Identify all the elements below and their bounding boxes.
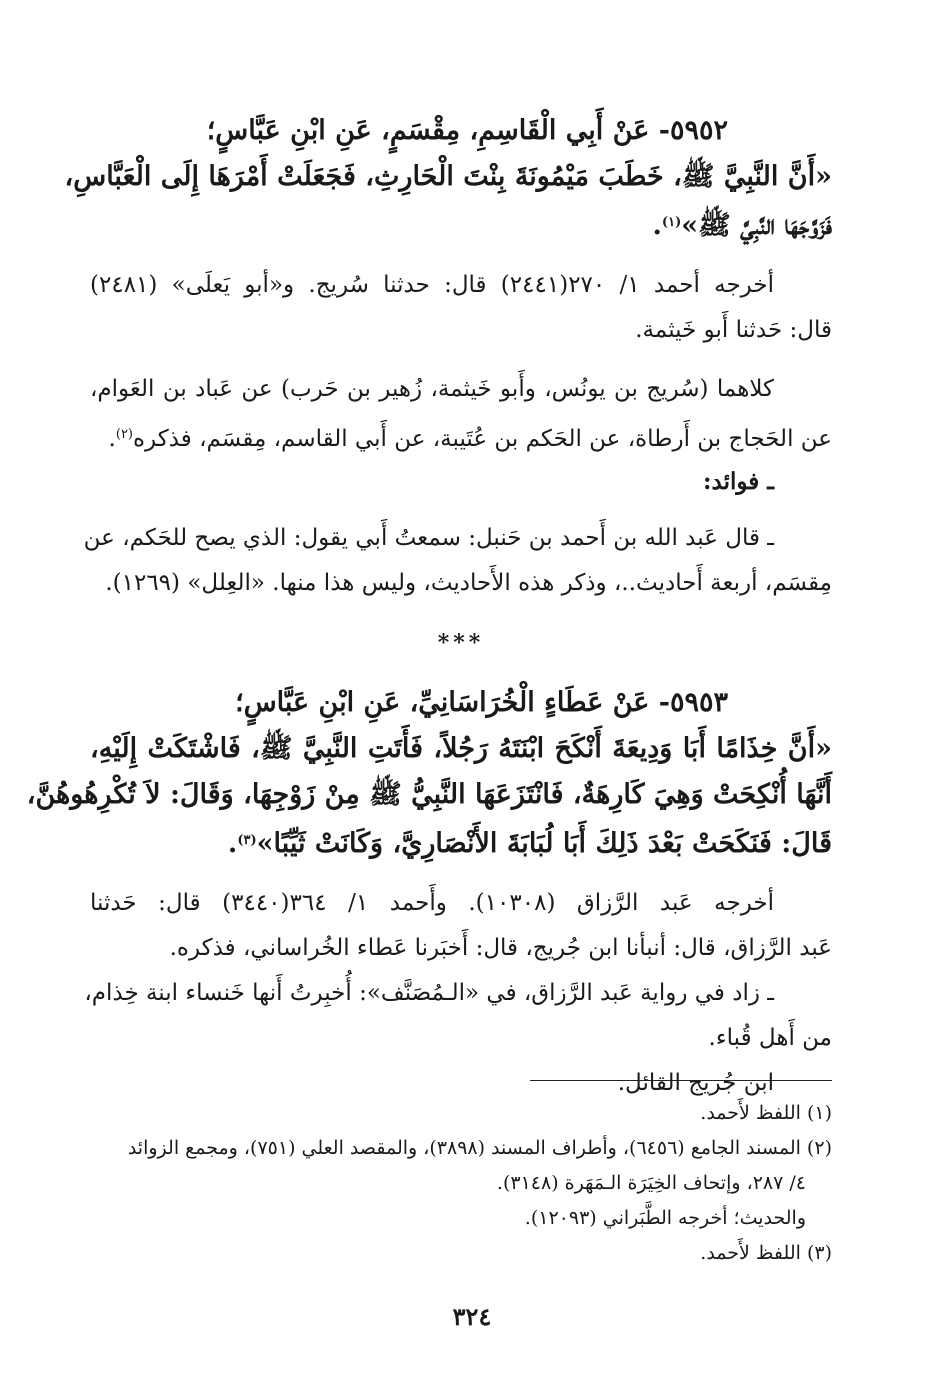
period: . xyxy=(652,210,662,241)
footnote-divider xyxy=(530,1080,832,1081)
fawaid-heading: ـ فوائد: xyxy=(703,468,774,495)
chain-period: . xyxy=(108,426,116,452)
hadith-5953-text-line-1: «أَنَّ خِذَامًا أَبَا وَدِيعَةَ أَنْكَحَ ابْنَتَهُ رَجُلاً، فَأَتَتِ النَّبِيَّ ﷺ، فَاشْتَكَتْ إِلَيْهِ، xyxy=(90,733,832,764)
hadith-5953-text-line-3-content: قَالَ: فَنَكَحَتْ بَعْدَ ذَلِكَ أَبَا لُبَابَةَ الأَنْصَارِيَّ، وَكَانَتْ ثَيِّبًا» xyxy=(256,828,832,859)
hadith-5953-text-line-3 xyxy=(90,818,832,867)
footnote-2-line-1: (٢) المسند الجامع (٦٤٥٦)، وأطراف المسند (٣٨٩٨)، والمقصد العلي (٧٥١)، ومجمع الزوائد xyxy=(127,1137,832,1159)
hadith-5953-heading: ٥٩٥٣- عَنْ عَطَاءٍ الْخُرَاسَانِيِّ، عَنِ ابْنِ عَبَّاسٍ؛ xyxy=(235,687,728,718)
hadith-5953-zad-line-1: ـ زاد في رواية عَبد الرَّزاق، في «الـمُصَنَّف»: أُخبِرتُ أَنها خَنساء ابنة خِذام، xyxy=(84,980,774,1006)
footnote-ref-1: (١) xyxy=(661,215,682,230)
footnote-2-line-3: والحديث؛ أخرجه الطَّبَراني (١٢٠٩٣). xyxy=(524,1207,806,1229)
hadith-5952-text-line-1: «أَنَّ النَّبِيَّ ﷺ، خَطَبَ مَيْمُونَةَ بِنْتَ الْحَارِثِ، فَجَعَلَتْ أَمْرَهَا إِلَى الْعَبَّاسِ، xyxy=(64,161,832,192)
hadith-5952-takhrij-line-1: أخرجه أحمد ١/ ٢٧٠(٢٤٤١) قال: حدثنا سُريج. و«أبو يَعلَى» (٢٤٨١) xyxy=(90,272,774,298)
hadith-5953-closing: ابن جُريج القائل. xyxy=(617,1070,774,1096)
hadith-5952-text-line-2 xyxy=(90,200,832,249)
footnote-1: (١) اللفظ لأَحمد. xyxy=(700,1102,832,1124)
hadith-5952-chain-line-2-content: عن الحَجاج بن أَرطاة، عن الحَكم بن عُتَيبة، عن أَبي القاسم، مِقسَم، فذكره xyxy=(133,426,832,452)
hadith-5952-chain-line-1: كلاهما (سُريج بن يونُس، وأَبو خَيثمة، زُهير بن حَرب) عن عَباد بن العَوام، xyxy=(90,376,774,402)
page-number: ٣٢٤ xyxy=(452,1302,492,1331)
hadith-5953-text-line-2: أَنَّهَا أُنْكِحَتْ وَهِيَ كَارِهَةٌ، فَانْتَزَعَهَا النَّبِيُّ ﷺ مِنْ زَوْجِهَا، وَقَالَ: لاَ تُكْرِهُوهُنَّ، xyxy=(26,779,832,810)
hadith-5952-text-line-2-content: فَزَوَّجَهَا النَّبِيَّ ﷺ» xyxy=(681,210,832,241)
footnote-ref-2: (٢) xyxy=(115,427,133,442)
period: . xyxy=(227,828,238,859)
section-separator: *** xyxy=(437,630,485,656)
hadith-5952-takhrij-line-2: قال: حَدثنا أَبو خَيثمة. xyxy=(635,317,832,343)
hadith-5953-zad-line-2: من أَهل قُباء. xyxy=(708,1025,832,1051)
fawaid-line-2: مِقسَم، أربعة أَحاديث..، وذكر هذه الأَحاديث، وليس هذا منها. «العِلل» (١٢٦٩). xyxy=(105,570,832,596)
hadith-5952-chain-line-2 xyxy=(90,412,832,462)
hadith-5953-takhrij-line-2: عَبد الرَّزاق، قال: أنبأنا ابن جُريج، قال: أَخبَرنا عَطاء الخُراساني، فذكره. xyxy=(169,935,832,961)
hadith-5953-takhrij-line-1: أخرجه عَبد الرَّزاق (١٠٣٠٨). وأَحمد ١/ ٣٦٤(٣٤٤٠) قال: حَدثنا xyxy=(90,890,774,916)
footnote-3: (٣) اللفظ لأَحمد. xyxy=(700,1242,832,1264)
footnote-ref-3: (٣) xyxy=(237,833,257,848)
footnotes xyxy=(90,1096,832,1271)
page-body xyxy=(26,108,832,1106)
fawaid-line-1: ـ قال عَبد الله بن أَحمد بن حَنبل: سمعتُ أَبي يقول: الذي يصح للحَكم، عن xyxy=(83,525,774,551)
hadith-5952-heading: ٥٩٥٢- عَنْ أَبِي الْقَاسِمِ، مِقْسَمٍ، عَنِ ابْنِ عَبَّاسٍ؛ xyxy=(206,115,728,146)
footnote-2-line-2: ٤/ ٢٨٧، وإتحاف الخِيَرَة الـمَهَرة (٣١٤٨). xyxy=(496,1172,806,1194)
